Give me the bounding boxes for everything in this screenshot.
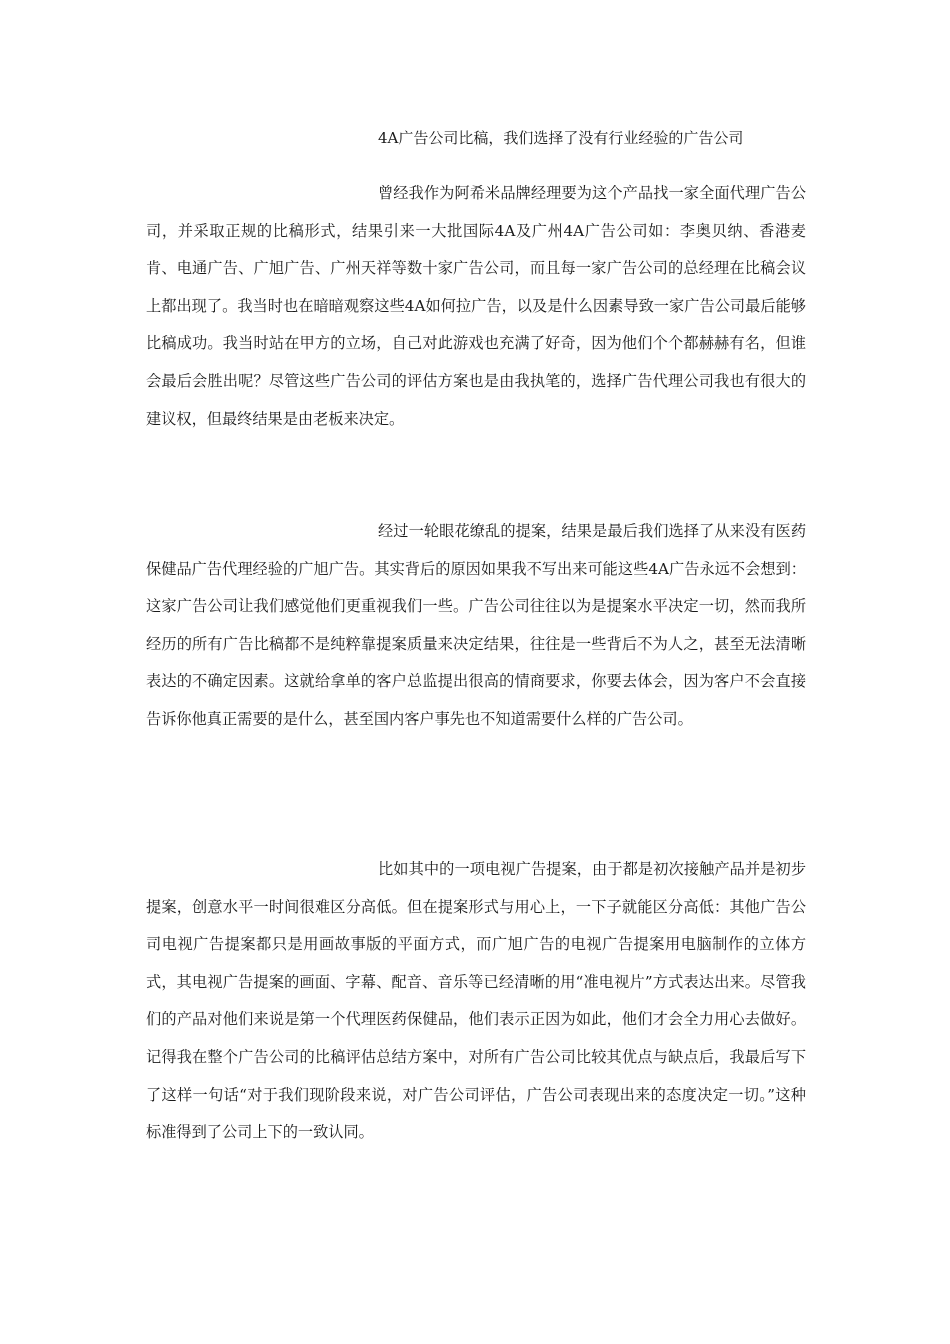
paragraph-1: 曾经我作为阿希米品牌经理要为这个产品找一家全面代理广告公司，并采取正规的比稿形式，结果引来一大批国际4A及广州4A广告公司如：李奥贝纳、香港麦肯、电通广告、广旭广告、广州天祥等数十家广告公司，而且每一家广告公司的总经理在比稿会议上都出现了。我当时也在暗暗观察这些4A如何拉广告，以及是什么因素导致一家广告公司最后能够比稿成功。我当时站在甲方的立场，自己对此游戏也充满了好奇，因为他们个个都赫赫有名，但谁会最后会胜出呢？尽管这些广告公司的评估方案也是由我执笔的，选择广告代理公司我也有很大的建议权，但最终结果是由老板来决定。 (146, 184, 806, 428)
paragraph-3: 比如其中的一项电视广告提案，由于都是初次接触产品并是初步提案，创意水平一时间很难区分高低。但在提案形式与用心上，一下子就能区分高低：其他广告公司电视广告提案都只是用画故事版的平面方式，而广旭广告的电视广告提案用电脑制作的立体方式，其电视广告提案的画面、字幕、配音、音乐等已经清晰的用“准电视片”方式表达出来。尽管我们的产品对他们来说是第一个代理医药保健品，他们表示正因为如此，他们才会全力用心去做好。记得我在整个广告公司的比稿评估总结方案中，对所有广告公司比较其优点与缺点后，我最后写下了这样一句话“对于我们现阶段来说，对广告公司评估，广告公司表现出来的态度决定一切。”这种标准得到了公司上下的一致认同。 (146, 860, 806, 1142)
paragraph-2: 经过一轮眼花缭乱的提案，结果是最后我们选择了从来没有医药保健品广告代理经验的广旭广告。其实背后的原因如果我不写出来可能这些4A广告永远不会想到：这家广告公司让我们感觉他们更重视我们一些。广告公司往往以为是提案水平决定一切，然而我所经历的所有广告比稿都不是纯粹靠提案质量来决定结果，往往是一些背后不为人之，甚至无法清晰表达的不确定因素。这就给拿单的客户总监提出很高的情商要求，你要去体会，因为客户不会直接告诉你他真正需要的是什么，甚至国内客户事先也不知道需要什么样的广告公司。 (146, 522, 806, 728)
document-title: 4A广告公司比稿，我们选择了没有行业经验的广告公司 (378, 129, 744, 147)
